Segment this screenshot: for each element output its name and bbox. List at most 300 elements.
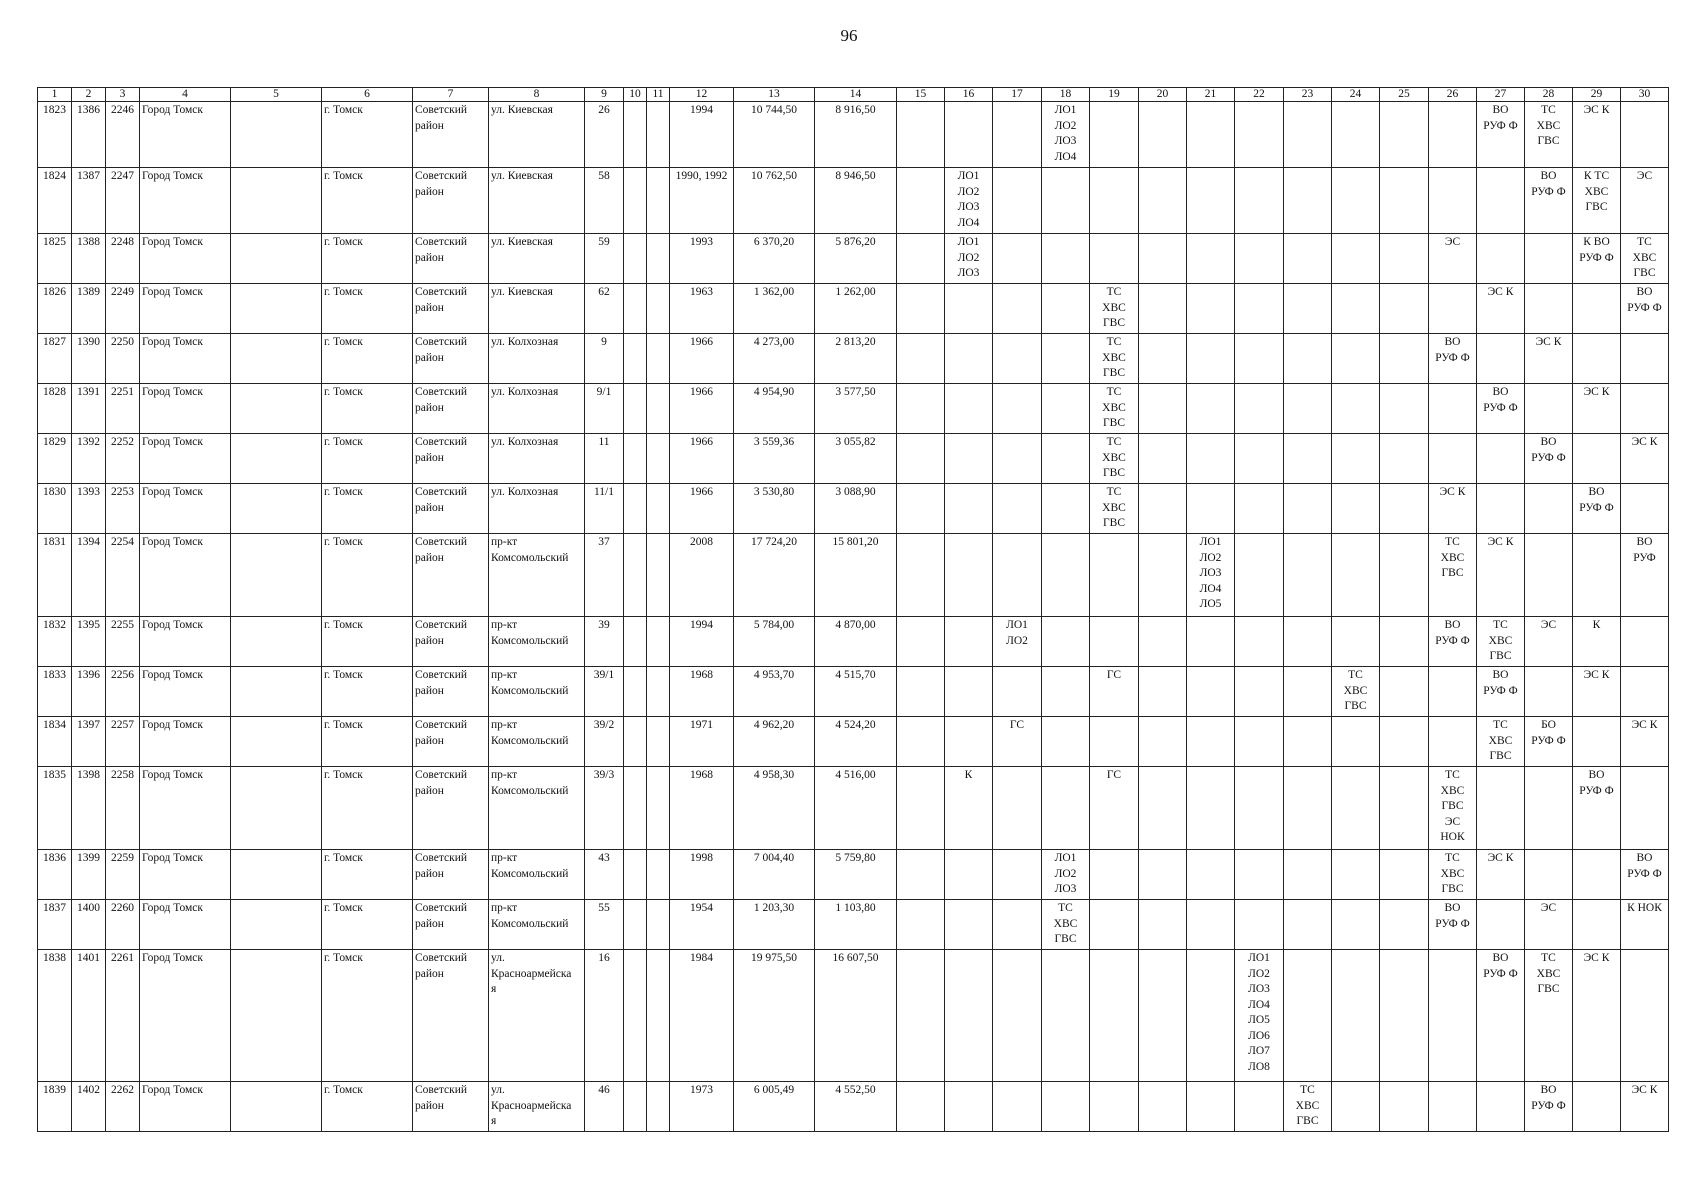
table-cell — [1042, 434, 1090, 484]
table-cell: 3 088,90 — [815, 484, 897, 534]
table-cell — [993, 850, 1042, 900]
table-cell: 1836 — [38, 850, 72, 900]
table-cell: 5 759,80 — [815, 850, 897, 900]
table-cell: 2255 — [106, 617, 140, 667]
table-cell — [1332, 534, 1380, 617]
table-cell — [231, 617, 322, 667]
table-cell — [1477, 168, 1525, 234]
table-row — [38, 617, 1669, 667]
table-cell: 1837 — [38, 900, 72, 950]
table-cell: 4 273,00 — [734, 334, 815, 384]
table-cell: 3 530,80 — [734, 484, 815, 534]
table-cell — [993, 384, 1042, 434]
table-cell — [1284, 434, 1332, 484]
table-cell — [897, 617, 945, 667]
table-cell: пр-кт Комсомольский — [489, 850, 585, 900]
table-cell: ВО РУФ Ф — [1429, 900, 1477, 950]
table-row — [38, 717, 1669, 767]
table-cell — [1477, 484, 1525, 534]
table-cell: 1984 — [670, 950, 734, 1082]
table-cell — [1139, 1082, 1187, 1132]
table-cell — [1235, 102, 1284, 168]
table-cell: 1968 — [670, 667, 734, 717]
table-cell — [1525, 667, 1573, 717]
table-cell — [1235, 850, 1284, 900]
table-cell — [647, 484, 670, 534]
table-cell: 2251 — [106, 384, 140, 434]
column-header: 21 — [1187, 88, 1235, 102]
table-cell: 2261 — [106, 950, 140, 1082]
table-cell — [1332, 484, 1380, 534]
table-cell — [1284, 850, 1332, 900]
table-cell: ГС — [1090, 667, 1139, 717]
table-cell — [1042, 284, 1090, 334]
table-cell: г. Томск — [322, 717, 413, 767]
table-cell — [1235, 234, 1284, 284]
table-cell: 4 962,20 — [734, 717, 815, 767]
table-cell — [1090, 1082, 1139, 1132]
table-row — [38, 850, 1669, 900]
table-cell: 4 524,20 — [815, 717, 897, 767]
table-cell — [624, 617, 647, 667]
table-cell: 1401 — [72, 950, 106, 1082]
table-cell — [647, 168, 670, 234]
table-cell — [1525, 234, 1573, 284]
table-cell — [1284, 767, 1332, 850]
table-cell: 3 055,82 — [815, 434, 897, 484]
table-cell — [1235, 434, 1284, 484]
table-cell: ТС ХВС ГВС — [1090, 334, 1139, 384]
table-cell: ТС ХВС ГВС ЭС НОК — [1429, 767, 1477, 850]
table-cell — [1187, 284, 1235, 334]
table-cell: Город Томск — [140, 234, 231, 284]
table-cell: Город Томск — [140, 900, 231, 950]
table-cell — [1284, 102, 1332, 168]
table-cell — [647, 717, 670, 767]
table-cell: Советский район — [413, 667, 489, 717]
table-row — [38, 334, 1669, 384]
column-header: 24 — [1332, 88, 1380, 102]
column-header: 2 — [72, 88, 106, 102]
table-cell: пр-кт Комсомольский — [489, 767, 585, 850]
table-cell — [624, 850, 647, 900]
table-cell — [1235, 334, 1284, 384]
table-cell — [624, 234, 647, 284]
table-cell: ЭС — [1525, 900, 1573, 950]
table-cell: 62 — [585, 284, 624, 334]
table-cell: 1 203,30 — [734, 900, 815, 950]
table-cell: Город Томск — [140, 434, 231, 484]
table-cell: 4 552,50 — [815, 1082, 897, 1132]
table-cell — [624, 1082, 647, 1132]
table-cell: ЭС К — [1621, 1082, 1669, 1132]
table-cell — [231, 850, 322, 900]
table-cell — [897, 102, 945, 168]
table-cell: 1389 — [72, 284, 106, 334]
table-cell — [1139, 717, 1187, 767]
table-cell: 1386 — [72, 102, 106, 168]
table-cell: 1833 — [38, 667, 72, 717]
table-cell: 4 953,70 — [734, 667, 815, 717]
table-cell — [1139, 234, 1187, 284]
table-cell — [1042, 168, 1090, 234]
table-cell — [1042, 384, 1090, 434]
table-cell — [1573, 1082, 1621, 1132]
table-cell: ВО РУФ — [1621, 534, 1669, 617]
table-cell: 1968 — [670, 767, 734, 850]
table-cell: ВО РУФ Ф — [1525, 434, 1573, 484]
table-cell: ЭС К — [1621, 434, 1669, 484]
table-cell — [1187, 384, 1235, 434]
table-cell — [624, 102, 647, 168]
table-cell — [231, 434, 322, 484]
table-row — [38, 168, 1669, 234]
table-cell — [624, 334, 647, 384]
table-cell: 2246 — [106, 102, 140, 168]
table-cell: 39 — [585, 617, 624, 667]
table-cell — [1621, 102, 1669, 168]
table-cell: г. Томск — [322, 434, 413, 484]
table-cell — [1573, 534, 1621, 617]
table-cell — [624, 434, 647, 484]
column-header: 9 — [585, 88, 624, 102]
table-cell — [945, 1082, 993, 1132]
table-cell: 16 607,50 — [815, 950, 897, 1082]
table-cell: 1 103,80 — [815, 900, 897, 950]
table-cell — [1187, 667, 1235, 717]
table-cell: ТС ХВС ГВС — [1090, 284, 1139, 334]
table-cell — [945, 850, 993, 900]
table-cell: г. Томск — [322, 334, 413, 384]
table-cell: г. Томск — [322, 384, 413, 434]
table-cell: 1828 — [38, 384, 72, 434]
table-cell: 8 946,50 — [815, 168, 897, 234]
table-cell — [231, 334, 322, 384]
table-cell: 2249 — [106, 284, 140, 334]
table-cell — [1332, 434, 1380, 484]
table-cell: 1966 — [670, 484, 734, 534]
table-cell: 11 — [585, 434, 624, 484]
table-cell: 1966 — [670, 434, 734, 484]
table-cell: 1825 — [38, 234, 72, 284]
table-cell: ул. Колхозная — [489, 434, 585, 484]
table-cell — [897, 667, 945, 717]
table-cell: ТС ХВС ГВС — [1525, 102, 1573, 168]
table-cell — [993, 284, 1042, 334]
table-cell: Советский район — [413, 484, 489, 534]
column-header: 8 — [489, 88, 585, 102]
table-cell — [1477, 334, 1525, 384]
column-header: 6 — [322, 88, 413, 102]
table-cell — [1332, 168, 1380, 234]
table-cell: Советский район — [413, 284, 489, 334]
table-cell — [1332, 234, 1380, 284]
table-cell: 1990, 1992 — [670, 168, 734, 234]
table-cell — [647, 234, 670, 284]
table-cell: ул. Красноармейска я — [489, 1082, 585, 1132]
column-header: 16 — [945, 88, 993, 102]
table-cell — [1573, 717, 1621, 767]
table-cell: К — [1573, 617, 1621, 667]
table-cell — [1332, 617, 1380, 667]
table-cell — [1235, 767, 1284, 850]
table-cell: ул. Колхозная — [489, 384, 585, 434]
table-cell — [1235, 667, 1284, 717]
table-cell: 1397 — [72, 717, 106, 767]
table-cell: г. Томск — [322, 102, 413, 168]
table-cell — [1187, 717, 1235, 767]
table-cell — [1090, 717, 1139, 767]
table-cell: 1834 — [38, 717, 72, 767]
table-cell: ул. Киевская — [489, 168, 585, 234]
table-cell: 26 — [585, 102, 624, 168]
table-cell — [231, 384, 322, 434]
table-cell: 1993 — [670, 234, 734, 284]
table-cell: ЭС К — [1573, 950, 1621, 1082]
table-cell — [1042, 534, 1090, 617]
table-cell — [1573, 334, 1621, 384]
table-cell — [945, 284, 993, 334]
table-cell: 10 744,50 — [734, 102, 815, 168]
table-cell — [897, 284, 945, 334]
table-cell — [1477, 234, 1525, 284]
table-cell — [897, 168, 945, 234]
table-cell: ГС — [993, 717, 1042, 767]
table-cell — [1332, 850, 1380, 900]
table-cell: 16 — [585, 950, 624, 1082]
table-cell — [231, 900, 322, 950]
table-cell — [1139, 284, 1187, 334]
table-cell: Советский район — [413, 717, 489, 767]
table-cell — [1380, 667, 1429, 717]
table-cell: 1827 — [38, 334, 72, 384]
table-cell: 46 — [585, 1082, 624, 1132]
table-cell: 1831 — [38, 534, 72, 617]
table-cell — [1477, 900, 1525, 950]
table-cell: Город Томск — [140, 1082, 231, 1132]
table-cell — [1235, 1082, 1284, 1132]
table-cell — [897, 484, 945, 534]
table-cell: Город Томск — [140, 102, 231, 168]
table-cell: ВО РУФ Ф — [1621, 850, 1669, 900]
column-header: 4 — [140, 88, 231, 102]
column-header: 20 — [1139, 88, 1187, 102]
column-header: 25 — [1380, 88, 1429, 102]
table-cell — [231, 484, 322, 534]
table-cell: 1835 — [38, 767, 72, 850]
table-cell — [231, 767, 322, 850]
table-cell: 11/1 — [585, 484, 624, 534]
table-cell — [993, 334, 1042, 384]
table-cell: 3 577,50 — [815, 384, 897, 434]
table-cell — [993, 950, 1042, 1082]
table-cell: ВО РУФ Ф — [1525, 1082, 1573, 1132]
table-cell — [993, 168, 1042, 234]
table-cell: 2254 — [106, 534, 140, 617]
table-cell: ТС ХВС ГВС — [1090, 434, 1139, 484]
table-cell — [1380, 617, 1429, 667]
table-cell — [897, 234, 945, 284]
table-cell: ЭС К — [1573, 667, 1621, 717]
table-cell: ВО РУФ Ф — [1525, 168, 1573, 234]
table-cell — [993, 767, 1042, 850]
table-cell — [1187, 334, 1235, 384]
table-cell: 1994 — [670, 102, 734, 168]
table-cell — [231, 717, 322, 767]
table-cell — [647, 384, 670, 434]
table-cell: ЭС К — [1573, 102, 1621, 168]
table-cell — [897, 900, 945, 950]
table-cell: Советский район — [413, 850, 489, 900]
table-cell — [1284, 950, 1332, 1082]
table-cell — [1525, 767, 1573, 850]
column-header: 29 — [1573, 88, 1621, 102]
table-cell: Советский район — [413, 900, 489, 950]
table-cell — [1429, 168, 1477, 234]
table-cell — [1525, 850, 1573, 900]
table-cell — [1235, 284, 1284, 334]
column-header: 26 — [1429, 88, 1477, 102]
table-cell — [1621, 767, 1669, 850]
table-cell: ТС ХВС ГВС — [1332, 667, 1380, 717]
table-cell: 1391 — [72, 384, 106, 434]
table-cell — [647, 767, 670, 850]
table-cell: г. Томск — [322, 168, 413, 234]
table-row — [38, 284, 1669, 334]
table-cell: ТС ХВС ГВС — [1477, 717, 1525, 767]
table-cell: ТС ХВС ГВС — [1621, 234, 1669, 284]
table-cell: 1826 — [38, 284, 72, 334]
column-header: 12 — [670, 88, 734, 102]
table-cell — [1429, 667, 1477, 717]
table-cell: 1 362,00 — [734, 284, 815, 334]
table-cell: пр-кт Комсомольский — [489, 617, 585, 667]
table-cell — [1187, 900, 1235, 950]
table-cell — [1187, 168, 1235, 234]
table-cell: 43 — [585, 850, 624, 900]
table-cell — [1235, 717, 1284, 767]
table-cell — [1380, 900, 1429, 950]
table-cell — [1573, 850, 1621, 900]
table-cell: Советский район — [413, 1082, 489, 1132]
table-cell — [624, 384, 647, 434]
table-cell: пр-кт Комсомольский — [489, 900, 585, 950]
table-cell — [1139, 384, 1187, 434]
table-cell — [1380, 168, 1429, 234]
table-cell — [945, 384, 993, 434]
table-cell: 4 958,30 — [734, 767, 815, 850]
table-cell — [647, 617, 670, 667]
table-cell: Город Томск — [140, 767, 231, 850]
table-cell — [945, 617, 993, 667]
table-cell: ЛО1 ЛО2 ЛО3 ЛО4 — [1042, 102, 1090, 168]
table-cell — [624, 484, 647, 534]
table-cell — [1525, 484, 1573, 534]
table-row — [38, 667, 1669, 717]
table-cell — [1042, 767, 1090, 850]
table-cell — [1042, 617, 1090, 667]
table-cell — [1139, 434, 1187, 484]
table-cell: ЭС — [1621, 168, 1669, 234]
table-cell: 10 762,50 — [734, 168, 815, 234]
table-cell — [1380, 102, 1429, 168]
table-cell: 17 724,20 — [734, 534, 815, 617]
table-cell: 1829 — [38, 434, 72, 484]
table-cell — [945, 534, 993, 617]
table-cell: ул. Киевская — [489, 102, 585, 168]
table-cell — [993, 484, 1042, 534]
table-cell — [1139, 950, 1187, 1082]
table-cell: г. Томск — [322, 850, 413, 900]
table-cell — [647, 950, 670, 1082]
table-cell — [1187, 484, 1235, 534]
table-cell: 2257 — [106, 717, 140, 767]
table-cell: 1398 — [72, 767, 106, 850]
table-cell — [1090, 850, 1139, 900]
table-cell — [945, 484, 993, 534]
table-cell — [1380, 534, 1429, 617]
table-cell — [1090, 900, 1139, 950]
table-cell — [1573, 284, 1621, 334]
table-cell: г. Томск — [322, 617, 413, 667]
table-cell — [897, 1082, 945, 1132]
table-cell: 2262 — [106, 1082, 140, 1132]
table-cell — [1139, 900, 1187, 950]
table-cell: ул. Киевская — [489, 234, 585, 284]
table-cell — [1429, 950, 1477, 1082]
table-cell — [1332, 900, 1380, 950]
table-cell: 1998 — [670, 850, 734, 900]
table-row — [38, 384, 1669, 434]
table-cell — [1477, 1082, 1525, 1132]
table-cell: 4 954,90 — [734, 384, 815, 434]
table-cell: 1 262,00 — [815, 284, 897, 334]
table-cell — [897, 767, 945, 850]
table-cell — [1042, 334, 1090, 384]
table-cell: 15 801,20 — [815, 534, 897, 617]
column-header: 28 — [1525, 88, 1573, 102]
table-cell — [231, 950, 322, 1082]
table-cell — [624, 284, 647, 334]
table-cell: ВО РУФ Ф — [1477, 384, 1525, 434]
table-cell — [1284, 617, 1332, 667]
table-cell: ВО РУФ Ф — [1621, 284, 1669, 334]
table-cell: ЭС К — [1477, 284, 1525, 334]
table-cell — [1187, 950, 1235, 1082]
column-header: 13 — [734, 88, 815, 102]
table-cell — [1525, 534, 1573, 617]
column-header: 22 — [1235, 88, 1284, 102]
table-cell — [1042, 484, 1090, 534]
table-cell — [1525, 284, 1573, 334]
table-cell: 1388 — [72, 234, 106, 284]
table-cell — [1090, 168, 1139, 234]
table-cell — [945, 102, 993, 168]
table-cell — [1042, 667, 1090, 717]
table-cell — [1573, 434, 1621, 484]
table-cell — [1380, 234, 1429, 284]
table-cell: ЭС К — [1573, 384, 1621, 434]
table-cell — [647, 667, 670, 717]
table-cell — [1380, 850, 1429, 900]
table-cell — [1332, 102, 1380, 168]
table-cell — [1090, 234, 1139, 284]
table-cell — [945, 667, 993, 717]
table-cell: 2250 — [106, 334, 140, 384]
table-cell — [1380, 284, 1429, 334]
page-number: 96 — [840, 26, 858, 45]
table-cell — [624, 900, 647, 950]
